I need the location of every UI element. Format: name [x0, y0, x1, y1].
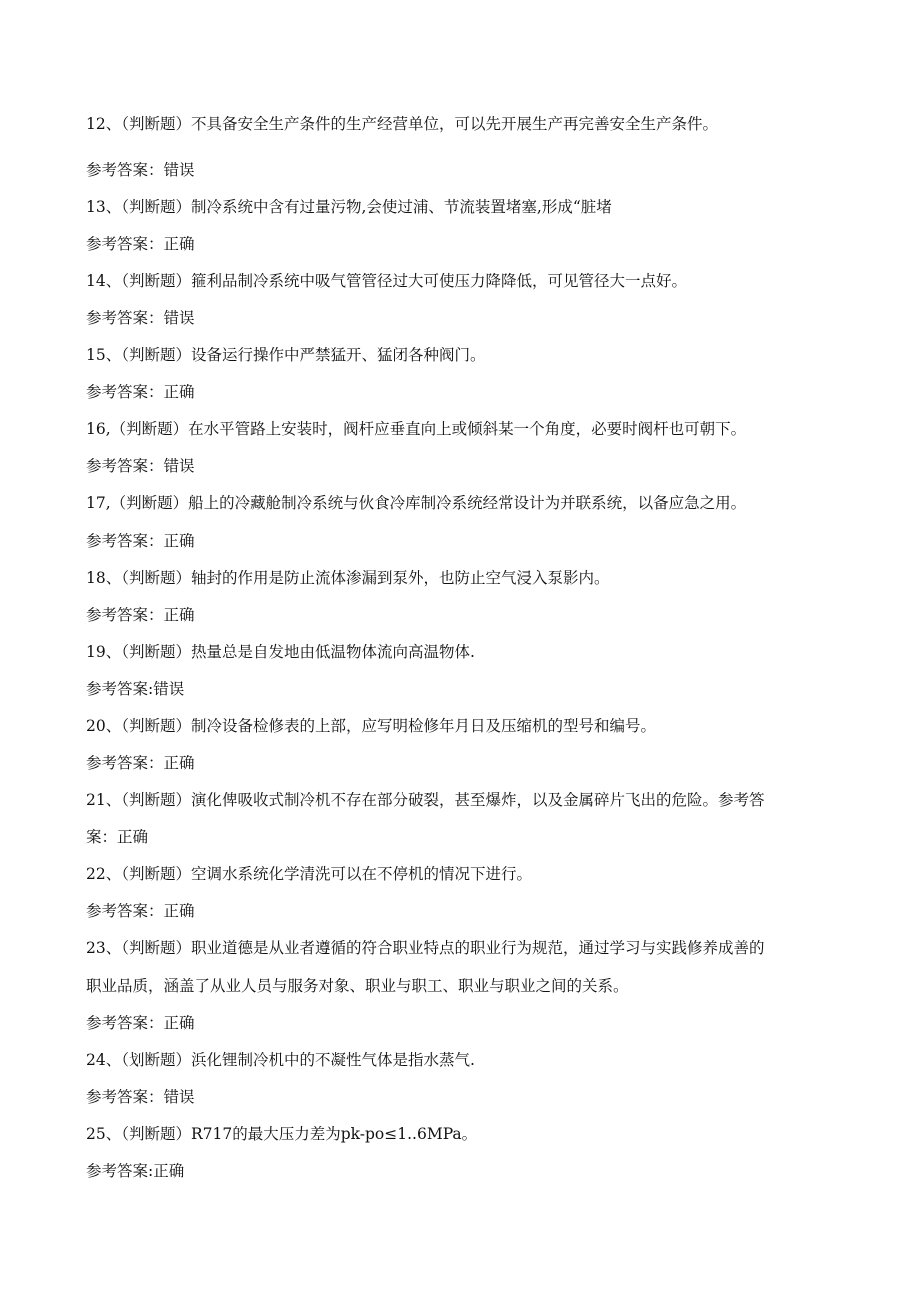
question-19: 19、（判断题）热量总是自发地由低温物体流向高温物体.: [86, 643, 475, 661]
question-23-line-1: 23、（判断题）职业道德是从业者遵循的符合职业特点的职业行为规范，通过学习与实践修养成善的: [86, 939, 765, 957]
answer-23: 参考答案：正确: [86, 1014, 195, 1032]
question-15: 15、（判断题）设备运行操作中严禁猛开、猛闭各种阀门。: [86, 346, 486, 364]
question-22: 22、（判断题）空调水系统化学清洗可以在不停机的情况下进行。: [86, 865, 532, 883]
question-20: 20、（判断题）制冷设备检修表的上部，应写明检修年月日及压缩机的型号和编号。: [86, 717, 656, 735]
question-18: 18、（判断题）轴封的作用是防止流体渗漏到泵外，也防止空气浸入泵影内。: [86, 569, 610, 587]
answer-18: 参考答案：正确: [86, 606, 195, 624]
question-16: 16,（判断题）在水平管路上安装时，阀杆应垂直向上或倾斜某一个角度，必要时阀杆也可朝下。: [86, 420, 747, 438]
answer-12: 参考答案：错误: [86, 161, 195, 179]
question-23-line-2: 职业品质，涵盖了从业人员与服务对象、职业与职工、职业与职业之间的关系。: [86, 977, 629, 995]
answer-22: 参考答案：正确: [86, 902, 195, 920]
answer-24: 参考答案：错误: [86, 1088, 195, 1106]
question-25: 25、（判断题）R717的最大压力差为pk-po≤1..6MPa。: [86, 1125, 478, 1143]
answer-15: 参考答案：正确: [86, 383, 195, 401]
answer-21: 案：正确: [86, 828, 149, 846]
question-21: 21、（判断题）演化俾吸收式制冷机不存在部分破裂，甚至爆炸，以及金属碎片飞出的危险。参考答: [86, 791, 765, 809]
answer-20: 参考答案：正确: [86, 754, 195, 772]
question-12: 12、（判断题）不具备安全生产条件的生产经营单位，可以先开展生产再完善安全生产条件。: [86, 115, 718, 133]
question-14: 14、（判断题）箍利品制冷系统中吸气管管径过大可使压力降降低，可见管径大一点好。: [86, 272, 687, 290]
answer-19: 参考答案:错误: [86, 680, 185, 698]
answer-25: 参考答案:正确: [86, 1162, 185, 1180]
question-24: 24、（划断题）浜化锂制冷机中的不凝性气体是指水蒸气.: [86, 1051, 475, 1069]
answer-14: 参考答案：错误: [86, 309, 195, 327]
question-13: 13、（判断题）制冷系统中含有过量污物,会使过浦、节流装置堵塞,形成“脏堵: [86, 198, 612, 216]
answer-13: 参考答案：正确: [86, 235, 195, 253]
answer-16: 参考答案：错误: [86, 457, 195, 475]
question-17: 17,（判断题）船上的冷藏舱制冷系统与伙食冷库制冷系统经常设计为并联系统，以备应急之用。: [86, 494, 747, 512]
answer-17: 参考答案：正确: [86, 532, 195, 550]
